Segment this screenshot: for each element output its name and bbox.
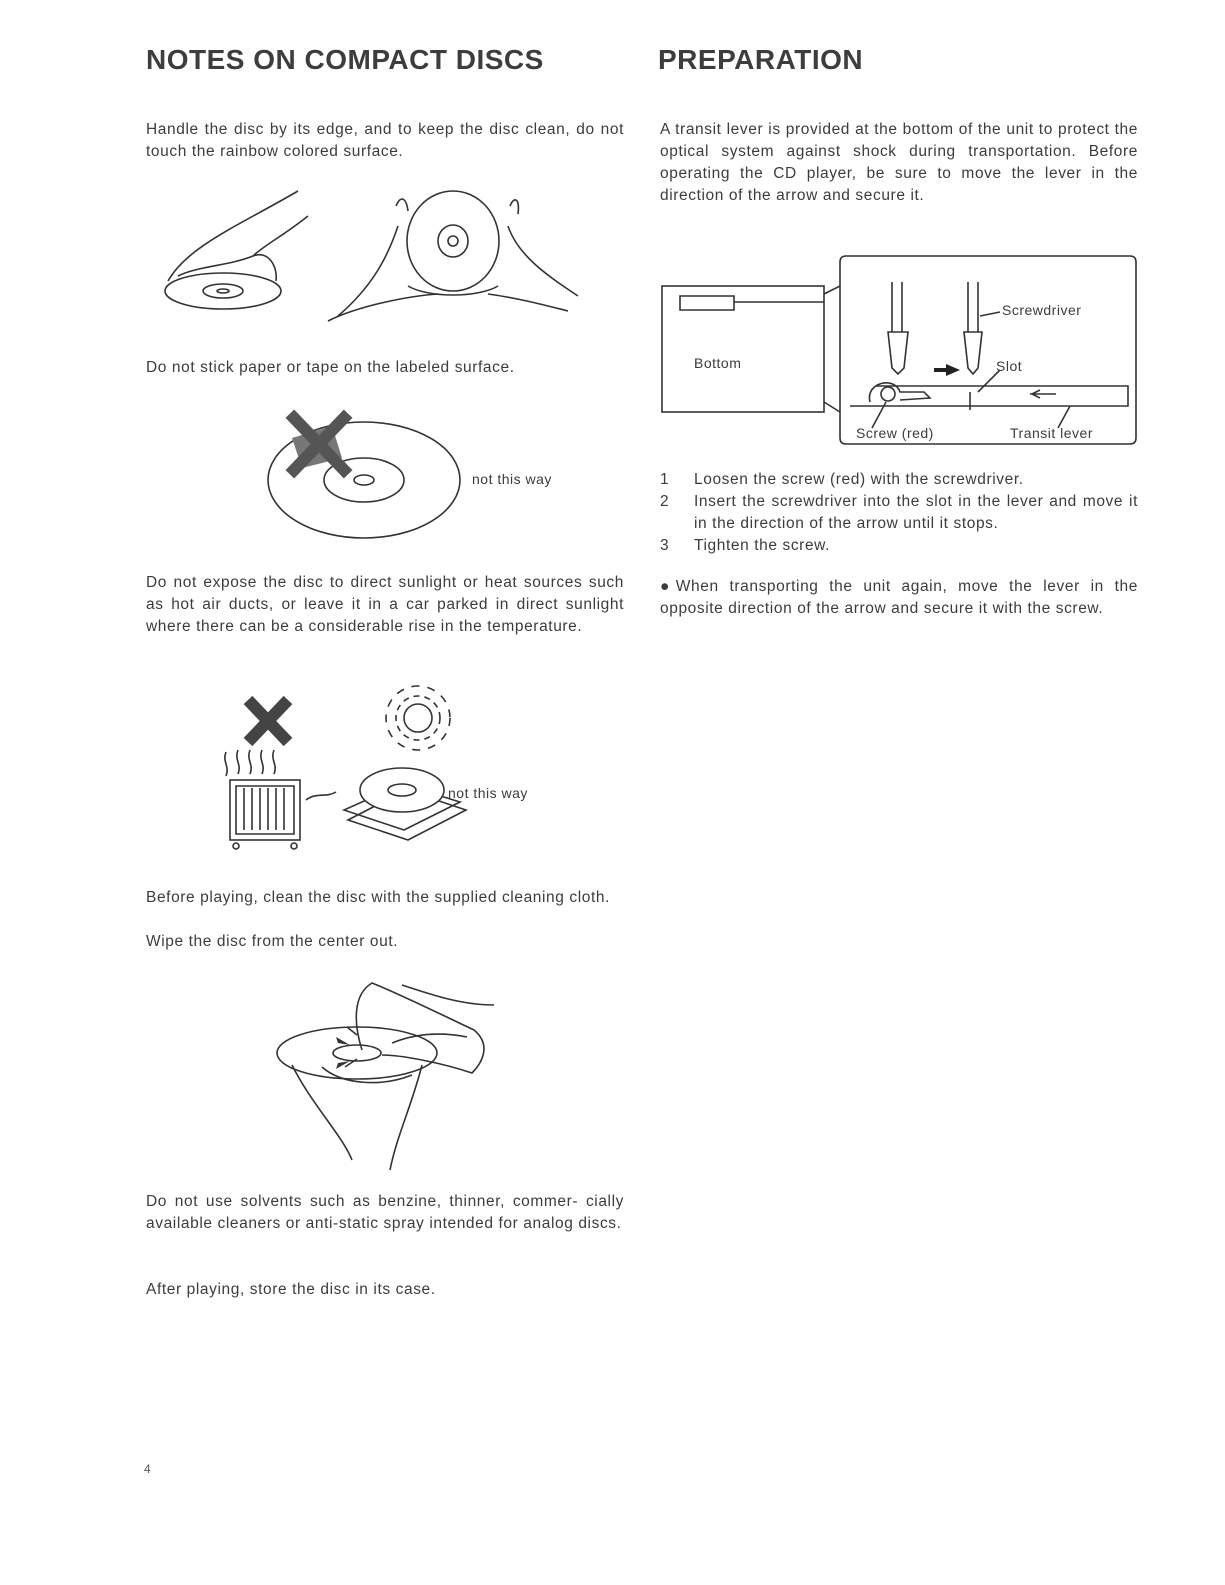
bottom-label: Bottom xyxy=(694,355,742,371)
storage-text: After playing, store the disc in its case. xyxy=(146,1281,436,1298)
not-this-way-caption: not this way xyxy=(472,471,552,487)
screwdriver-label: Screwdriver xyxy=(1002,302,1082,318)
transport-note: ●When transporting the unit again, move the lever in the opposite direction of the arrow and secure it with the screw. xyxy=(660,578,1138,617)
section-title-preparation: PREPARATION xyxy=(658,44,864,75)
handling-illustration xyxy=(158,186,598,336)
not-this-way-caption-2: not this way xyxy=(448,785,528,801)
page-number: 4 xyxy=(144,1462,151,1476)
section-title-compact-discs: NOTES ON COMPACT DISCS xyxy=(146,44,544,75)
step-item xyxy=(660,491,1138,535)
steps-list xyxy=(660,469,1138,557)
step-text: Insert the screwdriver into the slot in the lever and move it in the direction of the arrow until it stops. xyxy=(694,493,1138,532)
step-item xyxy=(660,535,1138,557)
solvents-text: Do not use solvents such as benzine, thinner, commer- cially available cleaners or anti-static spray intended for analog discs. xyxy=(146,1193,624,1232)
step-item xyxy=(660,469,1138,491)
step-number: 2 xyxy=(660,493,670,510)
heat-illustration xyxy=(220,690,560,860)
screw-label: Screw (red) xyxy=(856,425,934,441)
no-tape-illustration xyxy=(262,408,582,548)
transit-lever-label: Transit lever xyxy=(1010,425,1094,441)
step-text: Tighten the screw. xyxy=(694,537,831,554)
transit-lever-diagram xyxy=(660,252,1140,448)
sunlight-text: Do not expose the disc to direct sunlight or heat sources such as hot air ducts, or leave it in a car parked in direct sunlight where there can be a considerable rise in the temperature. xyxy=(146,574,624,635)
step-text: Loosen the screw (red) with the screwdriver. xyxy=(694,471,1024,488)
step-number: 1 xyxy=(660,471,670,488)
cleaning-text: Before playing, clean the disc with the supplied cleaning cloth. xyxy=(146,889,611,906)
slot-label: Slot xyxy=(996,358,1023,374)
handling-text: Handle the disc by its edge, and to keep the disc clean, do not touch the rainbow colored surface. xyxy=(146,121,624,160)
wipe-text: Wipe the disc from the center out. xyxy=(146,933,399,950)
transit-lever-text: A transit lever is provided at the bottom of the unit to protect the optical system against shock during transportation. Before operating the CD player, be sure to move the lever in the direction of the arrow and secure it. xyxy=(660,121,1138,204)
no-paper-text: Do not stick paper or tape on the labeled surface. xyxy=(146,359,515,376)
step-number: 3 xyxy=(660,537,670,554)
cleaning-illustration xyxy=(262,975,522,1175)
